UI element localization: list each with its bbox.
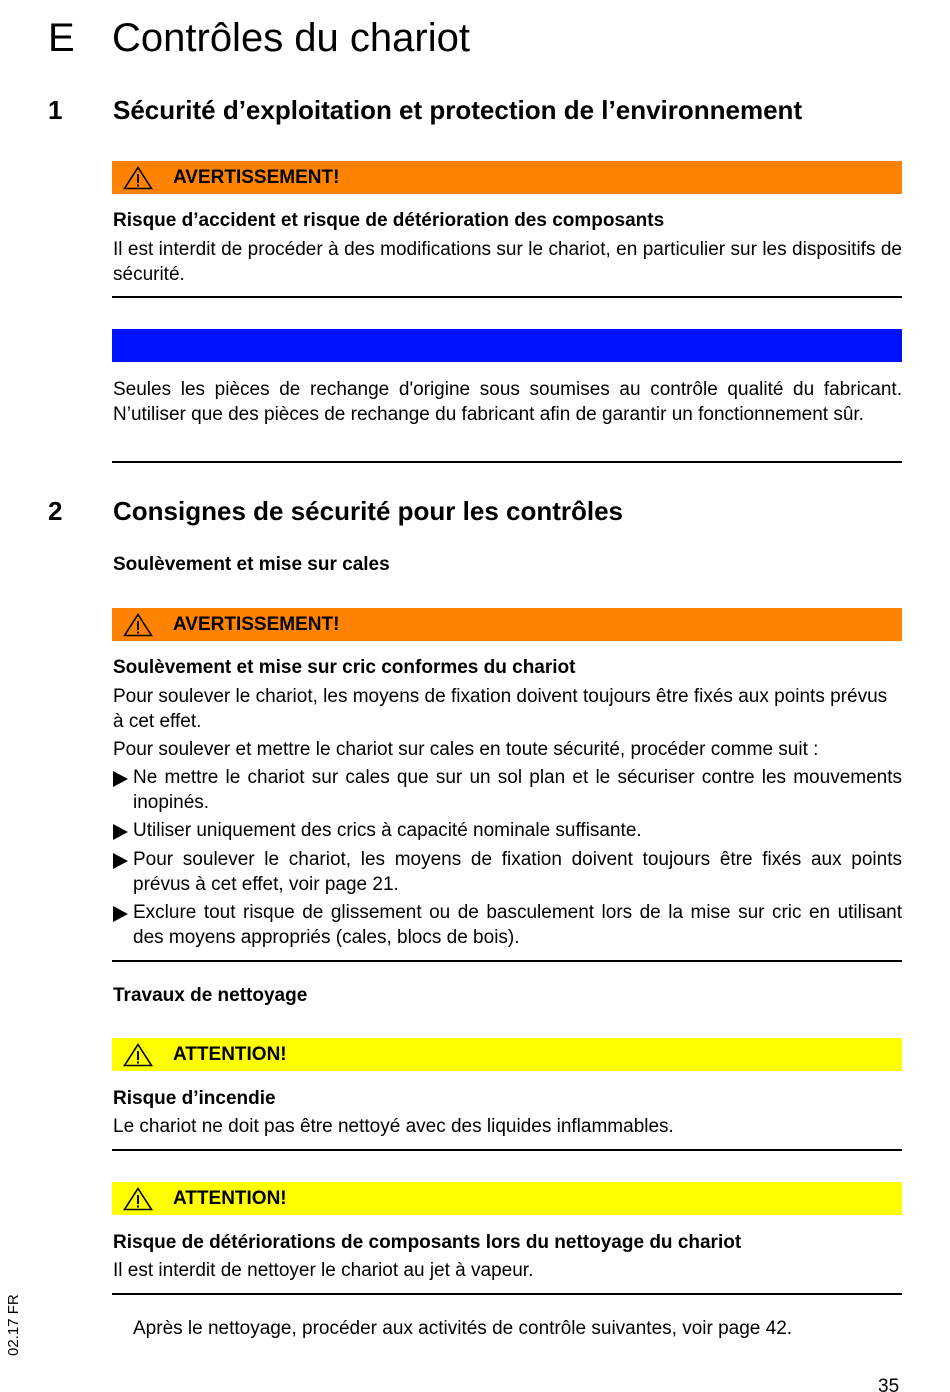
caution-heading: Risque d’incendie xyxy=(113,1088,276,1109)
play-arrow-icon xyxy=(113,853,128,869)
warning-text: Pour soulever et mettre le chariot sur cales en toute sécurité, procéder comme suit : xyxy=(113,739,819,760)
divider xyxy=(112,960,902,962)
warning-triangle-icon xyxy=(123,1043,153,1067)
warning-banner xyxy=(112,608,902,641)
warning-label: AVERTISSEMENT! xyxy=(173,167,340,188)
subheading-lifting: Soulèvement et mise sur cales xyxy=(113,554,390,575)
warning-heading: Soulèvement et mise sur cric conformes du chariot xyxy=(113,657,576,678)
caution-banner xyxy=(112,1182,902,1215)
divider xyxy=(112,296,902,298)
caution-label: ATTENTION! xyxy=(173,1044,287,1065)
caution-banner xyxy=(112,1038,902,1071)
warning-banner xyxy=(112,161,902,194)
caution-text: Le chariot ne doit pas être nettoyé avec des liquides inflammables. xyxy=(113,1116,674,1137)
after-cleaning-note: Après le nettoyage, procéder aux activités de contrôle suivantes, voir page 42. xyxy=(133,1318,793,1339)
section-title: Consignes de sécurité pour les contrôles xyxy=(113,496,624,526)
divider xyxy=(112,1149,902,1151)
page-number: 35 xyxy=(878,1376,900,1392)
subheading-cleaning: Travaux de nettoyage xyxy=(113,985,308,1006)
note-text: Seules les pièces de rechange d'origine sous soumises au contrôle qualité du fabricant. N’utiliser que des pièces de rechange du fabricant afin de garantir un fonctionnement sûr. xyxy=(113,379,902,425)
caution-label: ATTENTION! xyxy=(173,1188,287,1209)
caution-heading: Risque de détériorations de composants lors du nettoyage du chariot xyxy=(113,1232,742,1253)
chapter-title: Contrôles du chariot xyxy=(112,16,470,60)
list-item: Ne mettre le chariot sur cales que sur un sol plan et le sécuriser contre les mouvements inopinés. xyxy=(113,766,902,815)
edition-code: 02.17 FR xyxy=(5,1294,22,1356)
warning-text: Il est interdit de procéder à des modifications sur le chariot, en particulier sur les dispositifs de sécurité. xyxy=(113,239,902,285)
section-number: 2 xyxy=(48,496,63,526)
note-banner xyxy=(112,329,902,362)
list-item: Pour soulever le chariot, les moyens de fixation doivent toujours être fixés aux points prévus à cet effet, voir page 21. xyxy=(113,848,902,897)
section-title: Sécurité d’exploitation et protection de l’environnement xyxy=(113,95,803,125)
warning-triangle-icon xyxy=(123,1187,153,1211)
chapter-letter: E xyxy=(48,16,75,60)
warning-text: Pour soulever le chariot, les moyens de fixation doivent toujours être fixés aux points prévus à cet effet. xyxy=(113,686,888,732)
warning-label: AVERTISSEMENT! xyxy=(173,614,340,635)
divider xyxy=(112,461,902,463)
warning-triangle-icon xyxy=(123,613,153,637)
play-arrow-icon xyxy=(113,824,128,840)
caution-text: Il est interdit de nettoyer le chariot au jet à vapeur. xyxy=(113,1260,534,1281)
section-number: 1 xyxy=(48,95,63,125)
warning-triangle-icon xyxy=(123,166,153,190)
divider xyxy=(112,1293,902,1295)
play-arrow-icon xyxy=(113,771,128,787)
list-item: Utiliser uniquement des crics à capacité nominale suffisante. xyxy=(113,819,902,844)
warning-heading: Risque d’accident et risque de détérioration des composants xyxy=(113,210,665,231)
play-arrow-icon xyxy=(113,906,128,922)
list-item: Exclure tout risque de glissement ou de basculement lors de la mise sur cric en utilisant des moyens appropriés (cales, blocs de bois). xyxy=(113,901,902,950)
